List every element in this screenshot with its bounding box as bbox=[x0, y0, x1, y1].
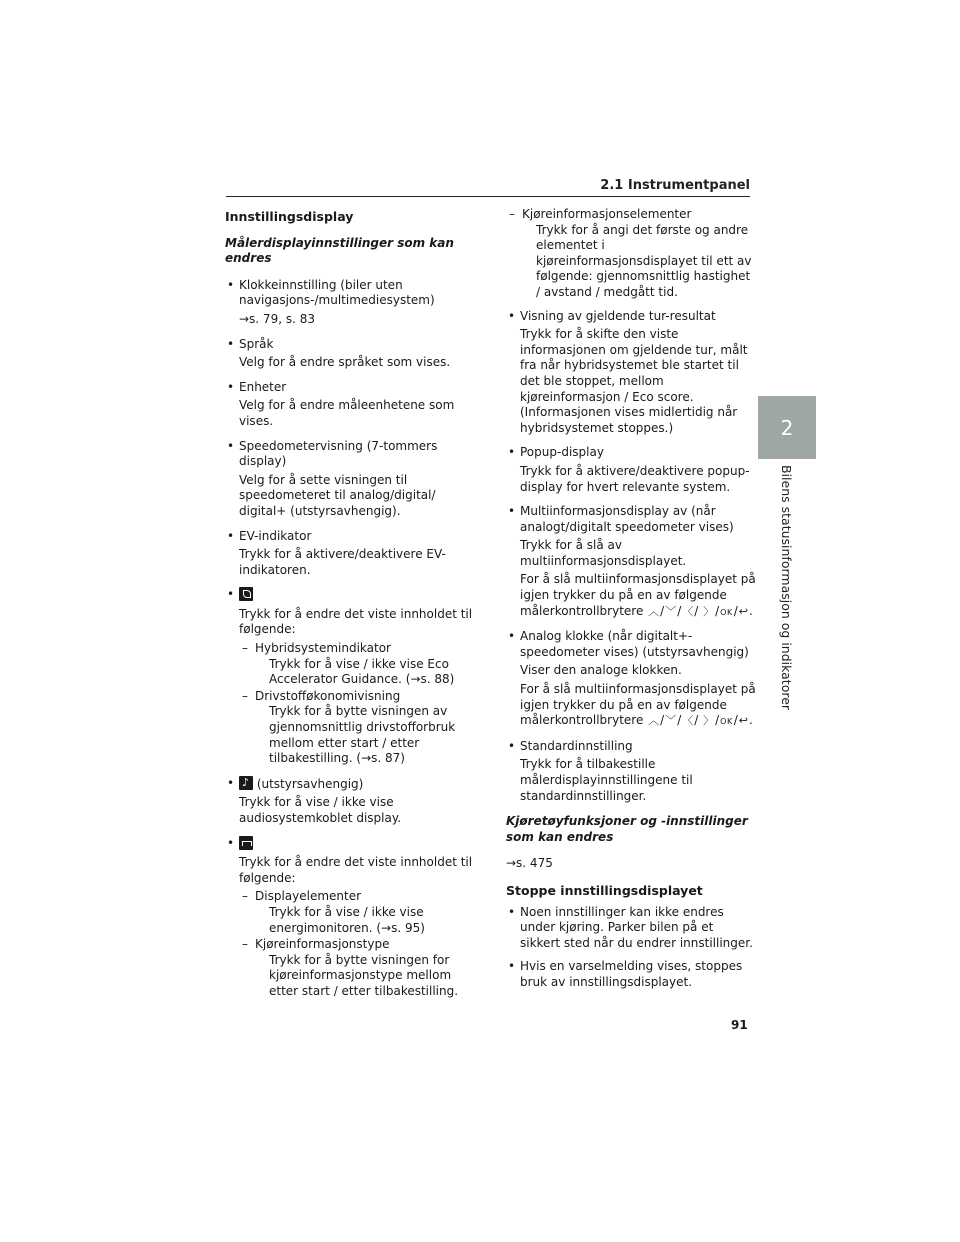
list-item: • Noen innstillinger kan ikke endres under kjøring. Parker bilen på et sikkert sted når du endrer innstillinger. bbox=[506, 905, 756, 952]
list-item: • Visning av gjeldende tur-resultat Trykk for å skifte den viste informasjonen om gjeldende tur, målt fra når hybridsystemet ble startet til det ble stoppet, mellom kjøreinformasjon / Eco score. (Informasjonen vises midlertidig når hybridsystemet stoppes.) bbox=[506, 309, 756, 437]
sub-item: – Displayelementer Trykk for å vise / ikke vise energimonitoren. (→s. 95) bbox=[239, 889, 475, 936]
list-item: • Popup-display Trykk for å aktivere/deaktivere popup-display for hvert relevante system. bbox=[506, 445, 756, 495]
eco-leaf-icon bbox=[239, 587, 253, 601]
list-item: • Speedometervisning (7-tommers display) Velg for å sette visningen til speedometeret til analog/digital/ digital+ (utstyrsavhengig). bbox=[225, 439, 475, 520]
section-header: 2.1 Instrumentpanel bbox=[600, 178, 750, 193]
sub-item: – Kjøreinformasjonstype Trykk for å bytte visningen for kjøreinformasjonstype mellom etter start / etter tilbakestilling. bbox=[239, 937, 475, 999]
back-icon: ↩ bbox=[738, 604, 748, 618]
down-chevron-icon: ﹀ bbox=[665, 714, 677, 728]
right-column bbox=[506, 209, 756, 999]
music-note-icon bbox=[239, 776, 253, 790]
subheading: Kjøretøyfunksjoner og -innstillinger som kan endres bbox=[506, 814, 748, 844]
section-heading: Stoppe innstillingsdisplayet bbox=[506, 882, 703, 898]
list-item: • Trykk for å endre det viste innholdet til følgende: – Displayelementer Trykk for å vise / ikke vise energimonitoren. (→s. 95) – Kjøreinformasjonstype Trykk for å bytte visningen for kjøreinformasjonstype mellom etter start / etter tilbakestilling. bbox=[225, 836, 475, 1000]
chapter-side-title: Bilens statusinformasjon og indikatorer bbox=[779, 465, 794, 711]
page-ref: →s. 475 bbox=[506, 856, 553, 871]
chapter-tab bbox=[758, 396, 816, 459]
right-chevron-icon: 〉 bbox=[703, 604, 715, 618]
up-chevron-icon: ︿ bbox=[648, 714, 660, 728]
header-rule bbox=[226, 196, 750, 197]
note-list bbox=[506, 905, 756, 991]
section-heading: Innstillingsdisplay bbox=[225, 209, 354, 224]
sub-item: – Hybridsystemindikator Trykk for å vise / ikke vise Eco Accelerator Guidance. (→s. 88) bbox=[239, 641, 475, 688]
list-item: • Standardinnstilling Trykk for å tilbakestille målerdisplayinnstillingene til standardinnstillinger. bbox=[506, 739, 756, 804]
list-item: • Klokkeinnstilling (biler uten navigasjons-/multimediesystem) →s. 79, s. 83 bbox=[225, 278, 475, 328]
left-chevron-icon: 〈 bbox=[682, 714, 694, 728]
list-item: • Analog klokke (når digitalt+- speedometer vises) (utstyrsavhengig) Viser den analoge klokken. For å slå multiinformasjonsdisplayet på igjen trykker du på en av følgende målerkontrollbrytere ︿/﹀/〈/ 〉/OK/↩. bbox=[506, 629, 756, 730]
up-chevron-icon: ︿ bbox=[648, 604, 660, 618]
drive-info-icon bbox=[239, 836, 253, 850]
back-icon: ↩ bbox=[738, 714, 748, 728]
list-item: • Trykk for å endre det viste innholdet til følgende: – Hybridsystemindikator Trykk for å vise / ikke vise Eco Accelerator Guidance. (→s. 88) – Drivstofføkonomivisning Trykk for å bytte visningen av gjennomsnittlig drivstofforbruk mellom etter start / etter tilbakestilling. (→s. 87) bbox=[225, 587, 475, 767]
page-ref: →s. 79, s. 83 bbox=[239, 311, 315, 326]
left-column bbox=[225, 209, 475, 1009]
page-number: 91 bbox=[731, 1018, 748, 1032]
list-item: • EV-indikator Trykk for å aktivere/deaktivere EV-indikatoren. bbox=[225, 529, 475, 579]
list-item: ♪• (utstyrsavhengig) Trykk for å vise / ikke vise audiosystemkoblet display. bbox=[225, 776, 475, 827]
down-chevron-icon: ﹀ bbox=[665, 604, 677, 618]
sub-item: – Drivstofføkonomivisning Trykk for å bytte visningen av gjennomsnittlig drivstofforbruk mellom etter start / etter tilbakestilling. (→s. 87) bbox=[239, 689, 475, 767]
chapter-number: 2 bbox=[780, 415, 794, 440]
sub-item: – Kjøreinformasjonselementer Trykk for å angi det første og andre elementet i kjøreinformasjonsdisplayet til ett av følgende: gjennomsnittlig hastighet / avstand / medgått tid. bbox=[506, 207, 756, 301]
list-item: • Hvis en varselmelding vises, stoppes bruk av innstillingsdisplayet. bbox=[506, 959, 756, 990]
list-item: • Enheter Velg for å endre måleenhetene som vises. bbox=[225, 380, 475, 430]
list-item: • Multiinformasjonsdisplay av (når analogt/digitalt speedometer vises) Trykk for å slå av multiinformasjonsdisplayet. For å slå multiinformasjonsdisplayet på igjen trykker du på en av følgende målerkontrollbrytere ︿/﹀/〈/ 〉/OK/↩. bbox=[506, 504, 756, 620]
list-item: • Språk Velg for å endre språket som vises. bbox=[225, 337, 475, 371]
left-chevron-icon: 〈 bbox=[682, 604, 694, 618]
right-chevron-icon: 〉 bbox=[703, 714, 715, 728]
ok-icon: OK bbox=[720, 607, 733, 617]
ok-icon: OK bbox=[720, 717, 733, 727]
subheading: Målerdisplayinnstillinger som kan endres bbox=[225, 235, 454, 266]
